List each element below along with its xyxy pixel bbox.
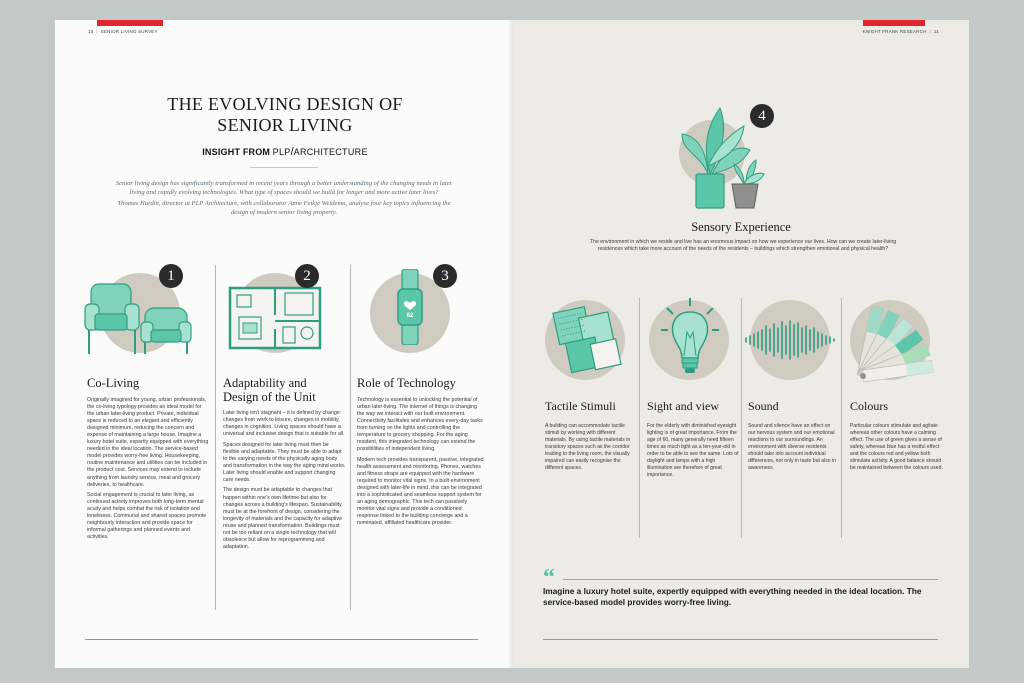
- firm-name-b: ARCHITECTURE: [293, 147, 368, 157]
- sense-heading: Sight and view: [647, 399, 719, 413]
- accent-bar: [97, 20, 163, 26]
- sense-body: Sound and silence have an effect on our nervous system and our emotional reactions to our surroundings. An environment with diverse residents should take into account individual differences, not only in taste but also in awareness.: [748, 423, 836, 471]
- pull-quote: Imagine a luxury hotel suite, expertly equipped with everything needed in the ideal location. The service-based model provides worry-free living.: [543, 586, 922, 607]
- armchairs-icon: [83, 278, 198, 362]
- running-head-text: SENIOR LIVING SURVEY: [100, 29, 158, 34]
- topic-paragraph: Technology is essential to unlocking the potential of urban later-living. The internet of things is changing the way we interact with our built environment. Connectivity facilitates and enhances every-day tasks from turning on the lights and controlling the temperature to grocery shopping. For the aging resident, this integrated technology can extend the possibilities of independent living.: [357, 397, 483, 453]
- topic-paragraph: Originally imagined for young, urban professionals, the co-living typology provides an ideal model for the urban later-living product. Private, individual space is reduced to an elegant and efficiently designed minimum, reducing the concern and expense of maintaining a large house. Imagine a luxury hotel suite, expertly equipped with everything needed in the ideal location. The service-based model provides worry-free living. Housekeeping, routine maintenance and utilities can be included in the product cost. Services may extend to include anything from laundry service, meal and grocery deliveries, to healthcare.: [87, 397, 209, 488]
- topic-body: [223, 410, 346, 551]
- topic-number-badge: 4: [750, 104, 774, 128]
- title-line-1: THE EVOLVING DESIGN OF: [167, 94, 403, 114]
- intro-paragraph-2: Thomas Hardin, director at PLP Architecture, with collaborator Anne Feikje Weidema, analyse four key topics influencing the design of modern senior living property.: [117, 200, 451, 216]
- sense-heading: Tactile Stimuli: [545, 399, 616, 413]
- sense-heading: Colours: [850, 399, 889, 413]
- topic-paragraph: The design must be adaptable to changes that happen within one's own lifetime but also for changes across a building's lifespan. Sustainability must be at the forefront of design, considering the longevity of materials and the capacity for adaptive reuse and planned transformation. Buildings must not be too reliant on a single technology that will obsolesce but allow for reprogramming and adaptation.: [223, 487, 342, 550]
- quote-mark: “: [543, 565, 555, 591]
- topic-heading-line: Adaptability and: [223, 376, 307, 390]
- intro-paragraph-1: Senior living design has significantly transformed in recent years through a better understanding of the changing needs in later living and rapidly evolving technologies. What type of spaces should we build for longer and more active later lives?: [115, 180, 453, 196]
- floor-plan-icon: [227, 285, 323, 351]
- footer-rule: [85, 639, 478, 640]
- page-title: [145, 94, 425, 136]
- topic-body: [357, 397, 484, 527]
- topic-heading: [223, 376, 348, 404]
- column-divider: [350, 265, 351, 610]
- topic-number-badge: 1: [159, 264, 183, 288]
- section-heading: Sensory Experience: [691, 220, 791, 234]
- topic-heading: Role of Technology: [357, 376, 456, 390]
- title-divider: [250, 167, 318, 168]
- slash-divider: /: [290, 146, 294, 158]
- sound-wave-icon: [742, 320, 838, 360]
- lightbulb-icon: [661, 298, 719, 382]
- sense-body: For the elderly with diminished eyesight lighting is of great importance. From the age of 60, many generally need fifteen times as much light as a ten-year-old in order to be able to see the same. Lots of daylight and lamps with a high illumination are therefore of great importance.: [647, 423, 739, 478]
- column-divider: [215, 265, 216, 610]
- colour-swatch-fan-icon: [853, 298, 939, 384]
- topic-paragraph: Spaces designed for later living must then be flexible and adaptable. They must be able to adapt to the varying needs of the physically aging body and transformation in the way the aging mind works. Later living should enable and support changing care needs.: [223, 441, 346, 483]
- page-number: 11: [933, 29, 939, 34]
- sense-heading: Sound: [748, 399, 779, 413]
- running-head-text: KNIGHT FRANK RESEARCH: [862, 29, 927, 34]
- sense-body: A building can accommodate tactile stimuli by working with different materials. By using tactile materials in transitory spaces such as the corridor leading to the living room, the visually impaired can easily recognise the different spaces.: [545, 423, 631, 471]
- right-page: [513, 20, 969, 668]
- footer-rule: [543, 639, 938, 640]
- sense-body: Particular colours stimulate and agitate whereas other colours have a calming effect. The use of green gives a sense of safety, whereas blue has a restful effect and the colours red and yellow both stimulate activity. A good balance should be maintained between the colours used.: [850, 423, 943, 471]
- topic-paragraph: Social engagement is crucial to later living, as continued activity improves both long-term mental acuity and helps combat the risk of isolation and loneliness. Communal and shared spaces promote neighbourly interaction and provide space for informal gatherings and planned events and activities.: [87, 492, 207, 541]
- running-head-left: 10 | SENIOR LIVING SURVEY: [88, 29, 158, 34]
- watch-readout: 62: [406, 313, 414, 319]
- page-number: 10: [88, 29, 94, 34]
- topic-heading: Co-Living: [87, 376, 140, 390]
- smartwatch-heart-icon: [397, 269, 423, 345]
- running-head-right: KNIGHT FRANK RESEARCH | 11: [862, 29, 939, 34]
- topic-body: [87, 397, 210, 541]
- column-divider: [841, 298, 842, 538]
- insight-prefix: INSIGHT FROM: [202, 147, 271, 157]
- intro-text: [113, 180, 455, 217]
- topic-number-badge: 3: [433, 264, 457, 288]
- left-page: [55, 20, 513, 668]
- insight-byline: [145, 146, 425, 158]
- topic-paragraph: Later living isn't stagnant – it is defined by change: changes from work to leisure, changes in mobility, changes in cognition. Living spaces should have a universal and inclusive design that is suitable for all.: [223, 410, 345, 438]
- firm-name-a: PLP: [272, 147, 291, 157]
- column-divider: [639, 298, 640, 538]
- tactile-tiles-icon: [549, 301, 623, 377]
- topic-paragraph: Modern tech provides transparent, passive, integrated health assessment and monitoring. Phones, watches and fitness straps are equipped with the hardware required to monitor vital signs. In a built environment designed with later-life in mind, this can be integrated into a sophisticated and seamless support system for an aging demographic. This tech can passively monitor vital signs and provide a conditioned response linked to the building concierge and a nominated, affiliated healthcare provider.: [357, 456, 484, 527]
- topic-number-badge: 2: [295, 264, 319, 288]
- section-intro: The environment in which we reside and live has an enormous impact on how we experience our lives. How can we create later-living residences which take more account of the needs of the residents – buildings which strengthen emotional and physical health?: [589, 239, 897, 252]
- topic-heading-line: Design of the Unit: [223, 390, 316, 404]
- accent-bar: [863, 20, 925, 26]
- title-line-2: SENIOR LIVING: [217, 115, 353, 135]
- quote-rule: [563, 579, 938, 580]
